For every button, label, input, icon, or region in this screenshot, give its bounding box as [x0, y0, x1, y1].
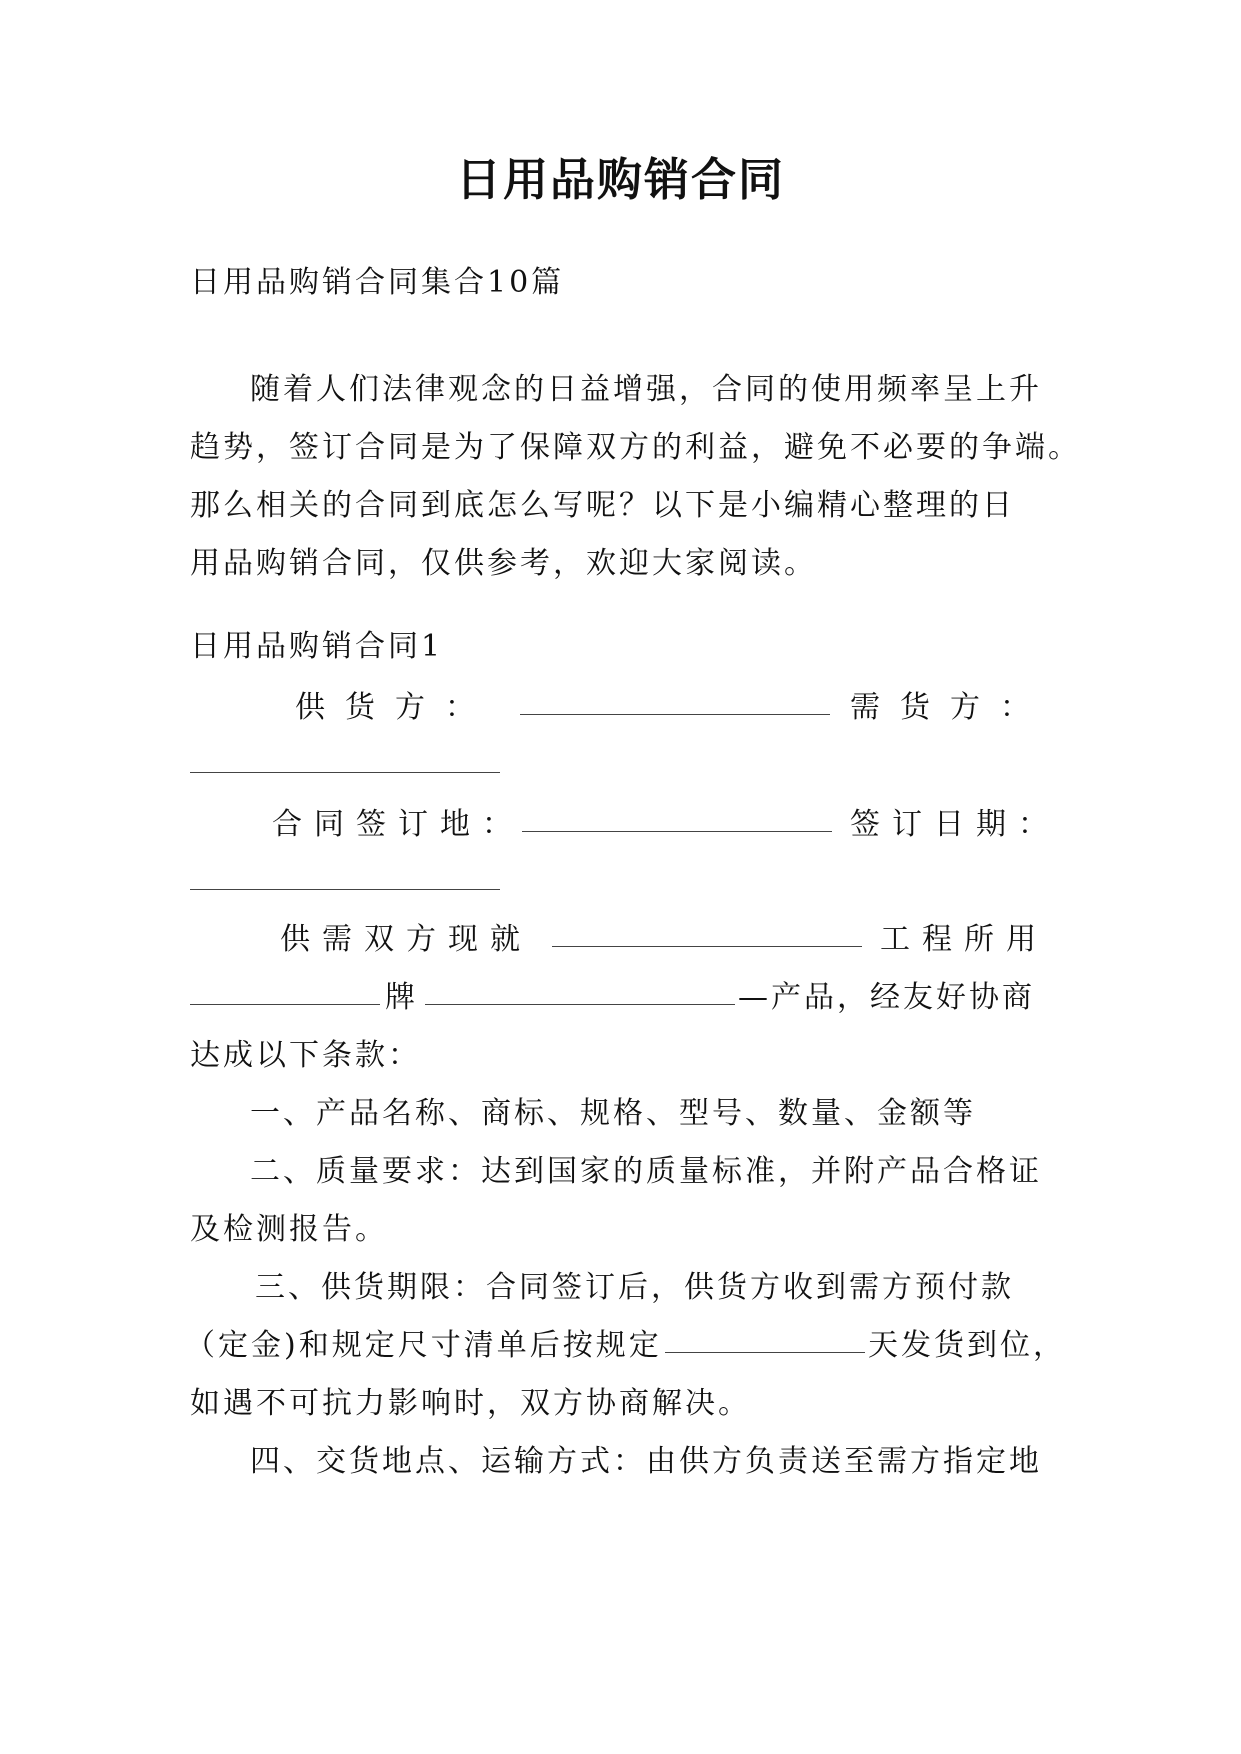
buyer-label: 需货方： — [850, 690, 1050, 725]
buyer-blank — [190, 746, 500, 773]
project-blank — [552, 920, 862, 947]
intro-line-2: 趋势，签订合同是为了保障双方的利益，避免不必要的争端。 — [190, 430, 1081, 465]
sign-place-label: 合同签订地： — [272, 807, 524, 842]
clause-4-line-1: 四、交货地点、运输方式：由供方负责送至需方指定地 — [250, 1444, 1042, 1479]
brand-label: 牌 — [385, 980, 418, 1015]
delivery-days-blank — [665, 1326, 865, 1353]
clause-3-line-2a: （定金)和规定尺寸清单后按规定 — [185, 1328, 662, 1363]
brand-name-blank — [190, 978, 380, 1005]
document-subtitle: 日用品购销合同集合10篇 — [190, 265, 565, 300]
clause-3-line-3: 如遇不可抗力影响时，双方协商解决。 — [190, 1386, 751, 1421]
document-title: 日用品购销合同 — [455, 153, 785, 206]
sign-date-row — [850, 805, 1060, 845]
clause-3-line-2b: 天发货到位， — [868, 1328, 1066, 1363]
section-heading: 日用品购销合同1 — [190, 629, 444, 664]
intro-line-4: 用品购销合同，仅供参考，欢迎大家阅读。 — [190, 546, 817, 581]
clause-2-line-2: 及检测报告。 — [190, 1212, 388, 1247]
intro-line-3: 那么相关的合同到底怎么写呢？以下是小编精心整理的日 — [190, 488, 1015, 523]
product-agree-text: —产品，经友好协商 — [738, 980, 1035, 1015]
clauses-intro: 达成以下条款： — [190, 1038, 421, 1073]
buyer-row — [850, 688, 1050, 728]
project-use-row — [880, 920, 1050, 960]
clause-1: 一、产品名称、商标、规格、型号、数量、金额等 — [250, 1096, 976, 1131]
sign-date-blank — [190, 863, 500, 890]
sign-date-label: 签订日期： — [850, 807, 1060, 842]
project-use-label: 工程所用 — [880, 922, 1048, 957]
product-blank — [425, 978, 735, 1005]
clause-2-line-1: 二、质量要求：达到国家的质量标准，并附产品合格证 — [250, 1154, 1042, 1189]
intro-line-1: 随着人们法律观念的日益增强，合同的使用频率呈上升 — [250, 372, 1042, 407]
parties-intro-label: 供需双方现就 — [280, 922, 532, 957]
supplier-blank — [520, 688, 830, 715]
clause-3-line-1: 三、供货期限：合同签订后，供货方收到需方预付款 — [255, 1270, 1014, 1305]
supplier-label: 供货方： — [295, 690, 495, 725]
sign-place-blank — [522, 805, 832, 832]
